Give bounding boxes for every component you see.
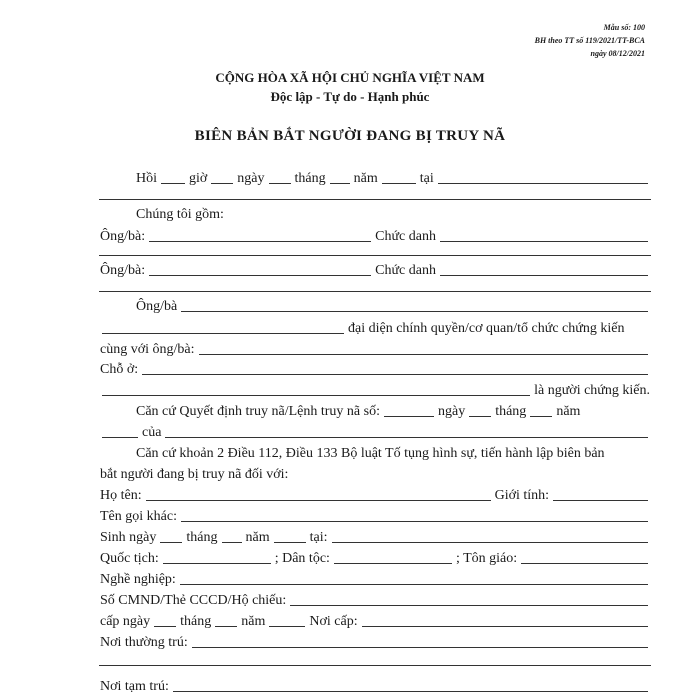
id-document-label: Số CMND/Thẻ CCCD/Hộ chiếu: xyxy=(100,593,287,608)
id-document-field[interactable] xyxy=(290,605,648,606)
label-nam: năm xyxy=(353,171,378,186)
permanent-residence-label: Nơi thường trú: xyxy=(100,635,188,650)
issuer-line xyxy=(99,424,651,442)
members-intro xyxy=(135,206,651,224)
witness-with-line xyxy=(99,341,651,359)
document-title: BIÊN BẢN BẮT NGƯỜI ĐANG BỊ TRUY NÃ xyxy=(194,128,506,144)
birthplace-field[interactable] xyxy=(332,542,649,543)
decision-month-field[interactable] xyxy=(530,416,552,417)
location-field[interactable] xyxy=(438,183,648,184)
label-hoi: Hồi xyxy=(136,171,157,186)
birth-day-field[interactable] xyxy=(160,542,182,543)
decision-line xyxy=(135,403,651,421)
birth-line xyxy=(99,529,651,547)
member-2-label: Ông/bà: xyxy=(100,263,146,278)
national-motto: Độc lập - Tự do - Hạnh phúc xyxy=(270,89,430,104)
full-name-line xyxy=(99,487,651,505)
member-1-label: Ông/bà: xyxy=(100,229,146,244)
ethnicity-field[interactable] xyxy=(334,563,452,564)
member-2-name-field[interactable] xyxy=(149,275,371,276)
hour-field[interactable] xyxy=(161,183,185,184)
birthplace-label: tại: xyxy=(309,530,328,545)
occupation-line xyxy=(99,571,651,589)
full-name-field[interactable] xyxy=(146,500,491,501)
birth-year-label: năm xyxy=(245,530,270,545)
issue-date: ngày 08/12/2021 xyxy=(590,49,645,58)
issue-month-field[interactable] xyxy=(215,626,237,627)
decision-ngay-label: ngày xyxy=(437,404,466,419)
residence-line xyxy=(99,361,651,379)
member-2-line xyxy=(99,262,651,280)
residence-field-continued[interactable] xyxy=(102,395,530,396)
witness-org-line xyxy=(99,320,651,338)
witness-end-line xyxy=(99,382,651,400)
full-name-label: Họ tên: xyxy=(100,488,142,503)
member-2-title-field[interactable] xyxy=(440,275,648,276)
alias-line xyxy=(99,508,651,526)
nationality-line xyxy=(99,550,651,568)
nationality-label: Quốc tịch: xyxy=(100,551,159,566)
gender-label: Giới tính: xyxy=(494,488,550,503)
decision-number-field[interactable] xyxy=(384,416,434,417)
witness-org-field[interactable] xyxy=(102,333,344,334)
witness-with-field[interactable] xyxy=(199,354,649,355)
birth-month-field[interactable] xyxy=(222,542,242,543)
temporary-residence-line xyxy=(99,678,651,696)
form-code-block xyxy=(535,21,645,60)
permanent-residence-field[interactable] xyxy=(192,647,648,648)
witness-end-label: là người chứng kiến. xyxy=(534,383,650,398)
nationality-field[interactable] xyxy=(163,563,271,564)
ethnicity-label: ; Dân tộc: xyxy=(274,551,330,566)
decision-thang-label: tháng xyxy=(495,404,527,419)
issue-year-label: năm xyxy=(241,614,266,629)
label-ngay: ngày xyxy=(237,171,265,186)
birth-label: Sinh ngày xyxy=(100,530,157,545)
member-1-continued[interactable] xyxy=(99,255,651,256)
day-field[interactable] xyxy=(211,183,233,184)
year-value-field[interactable] xyxy=(382,183,416,184)
id-document-line xyxy=(99,592,651,610)
location-field-continued[interactable] xyxy=(99,199,651,200)
birth-month-label: tháng xyxy=(186,530,218,545)
temporary-residence-field[interactable] xyxy=(173,691,648,692)
law-basis-line-1 xyxy=(135,445,651,463)
issue-info-line xyxy=(99,613,651,631)
decision-day-field[interactable] xyxy=(469,416,491,417)
year-field[interactable] xyxy=(330,183,350,184)
residence-field[interactable] xyxy=(142,374,648,375)
member-2-continued[interactable] xyxy=(99,291,651,292)
label-thang: tháng xyxy=(294,171,326,186)
witness-name-field[interactable] xyxy=(181,311,648,312)
member-1-name-field[interactable] xyxy=(149,241,371,242)
decision-year-field[interactable] xyxy=(102,437,138,438)
witness-org-label: đại diện chính quyền/cơ quan/tổ chức chứng kiến xyxy=(348,321,625,336)
issue-year-field[interactable] xyxy=(269,626,305,627)
religion-field[interactable] xyxy=(521,563,648,564)
witness-line xyxy=(135,298,651,316)
member-1-line xyxy=(99,228,651,246)
alias-field[interactable] xyxy=(181,521,648,522)
issue-day-field[interactable] xyxy=(154,626,176,627)
form-number: Mẫu số: 100 xyxy=(603,23,645,32)
religion-label: ; Tôn giáo: xyxy=(455,551,518,566)
permanent-residence-line xyxy=(99,634,651,652)
occupation-field[interactable] xyxy=(180,584,648,585)
decision-nam-label: năm xyxy=(556,404,581,419)
member-1-title-label: Chức danh xyxy=(375,229,436,244)
member-1-title-field[interactable] xyxy=(440,241,648,242)
law-basis-line-2 xyxy=(99,466,651,484)
label-tai: tại xyxy=(419,171,434,186)
issue-month-label: tháng xyxy=(180,614,212,629)
witness-with-label: cùng với ông/bà: xyxy=(100,342,195,357)
occupation-label: Nghề nghiệp: xyxy=(100,572,176,587)
national-name: CỘNG HÒA XÃ HỘI CHỦ NGHĨA VIỆT NAM xyxy=(215,70,485,85)
issue-date-label: cấp ngày xyxy=(100,614,151,629)
law-basis-text-1: Căn cứ khoản 2 Điều 112, Điều 133 Bộ luật Tố tụng hình sự, tiến hành lập biên bản xyxy=(136,446,605,461)
law-basis-text-2: bắt người đang bị truy nã đối với: xyxy=(100,467,289,482)
issue-place-label: Nơi cấp: xyxy=(309,614,358,629)
gender-field[interactable] xyxy=(553,500,648,501)
witness-label: Ông/bà xyxy=(136,299,178,314)
temporary-residence-label: Nơi tạm trú: xyxy=(100,679,169,694)
members-intro-label: Chúng tôi gồm: xyxy=(136,207,224,222)
issuer-label: của xyxy=(142,425,162,440)
alias-label: Tên gọi khác: xyxy=(100,509,177,524)
member-2-title-label: Chức danh xyxy=(375,263,436,278)
birth-year-field[interactable] xyxy=(274,542,306,543)
issuing-circular: BH theo TT số 119/2021/TT-BCA xyxy=(534,36,645,45)
decision-label: Căn cứ Quyết định truy nã/Lệnh truy nã số: xyxy=(136,404,380,419)
residence-label: Chỗ ở: xyxy=(100,362,139,377)
month-field[interactable] xyxy=(269,183,291,184)
issue-place-field[interactable] xyxy=(362,626,648,627)
time-line xyxy=(135,170,651,188)
label-gio: giờ xyxy=(189,171,208,186)
issuer-field[interactable] xyxy=(165,437,648,438)
permanent-residence-continued[interactable] xyxy=(99,665,651,666)
